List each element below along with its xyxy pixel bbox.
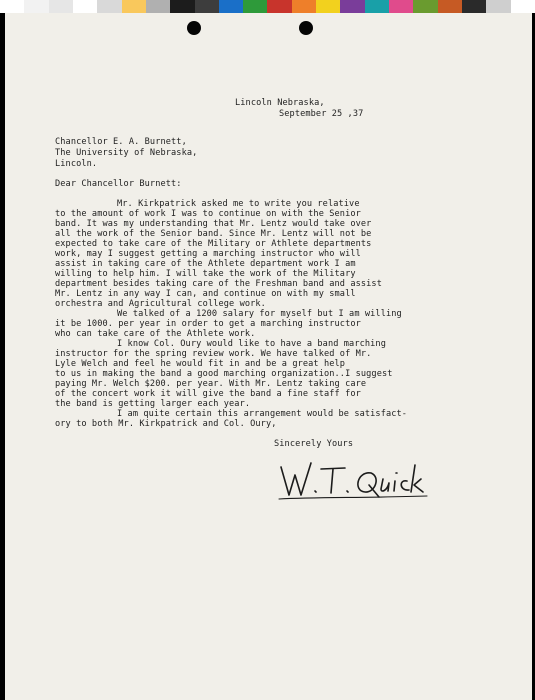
swatch-6 [122, 0, 146, 13]
swatch-20 [462, 0, 486, 13]
recipient-line-2: The University of Nebraska, [55, 148, 198, 158]
swatch-5 [97, 0, 121, 13]
swatch-21 [486, 0, 510, 13]
body-line-1: Mr. Kirkpatrick asked me to write you relative [117, 199, 360, 209]
body-line-23: ory to both Mr. Kirkpatrick and Col. Oury, [55, 419, 277, 429]
body-line-10: Mr. Lentz in any way I can, and continue on with my small [55, 289, 356, 299]
swatch-7 [146, 0, 170, 13]
body-line-8: willing to help him. I will take the work of the Military [55, 269, 356, 279]
body-line-12: We talked of a 1200 salary for myself but I am willing [117, 309, 402, 319]
swatch-4 [73, 0, 97, 13]
swatch-22 [511, 0, 535, 13]
swatch-11 [243, 0, 267, 13]
body-line-6: work, may I suggest getting a marching instructor who will [55, 249, 361, 259]
body-line-3: band. It was my understanding that Mr. Lentz would take over [55, 219, 372, 229]
swatch-15 [340, 0, 364, 13]
body-line-20: of the concert work it will give the band a fine staff for [55, 389, 361, 399]
letter-place: Lincoln Nebraska, [235, 98, 325, 108]
body-line-11: orchestra and Agricultural college work. [55, 299, 266, 309]
body-line-22: I am quite certain this arrangement would be satisfact- [117, 409, 408, 419]
letter-text [5, 13, 532, 700]
closing: Sincerely Yours [274, 439, 354, 449]
swatch-13 [292, 0, 316, 13]
swatch-19 [438, 0, 462, 13]
signature-graphic [275, 459, 435, 507]
swatch-14 [316, 0, 340, 13]
swatch-2 [24, 0, 48, 13]
body-line-14: who can take care of the Athlete work. [55, 329, 256, 339]
recipient-line-1: Chancellor E. A. Burnett, [55, 137, 187, 147]
letter-date: September 25 ,37 [279, 109, 364, 119]
swatch-9 [195, 0, 219, 13]
swatch-12 [267, 0, 291, 13]
body-line-2: to the amount of work I was to continue on with the Senior [55, 209, 361, 219]
body-line-17: Lyle Welch and feel he would fit in and be a great help [55, 359, 346, 369]
swatch-10 [219, 0, 243, 13]
letter-paper [5, 13, 532, 700]
body-line-5: expected to take care of the Military or Athlete departments [55, 239, 372, 249]
color-calibration-bar [0, 0, 535, 13]
swatch-3 [49, 0, 73, 13]
swatch-17 [389, 0, 413, 13]
body-line-4: all the work of the Senior band. Since Mr. Lentz will not be [55, 229, 372, 239]
recipient-line-3: Lincoln. [55, 159, 98, 169]
swatch-1 [0, 0, 24, 13]
swatch-18 [413, 0, 437, 13]
body-line-16: instructor for the spring review work. We have talked of Mr. [55, 349, 372, 359]
body-line-19: paying Mr. Welch $200. per year. With Mr. Lentz taking care [55, 379, 367, 389]
body-line-21: the band is getting larger each year. [55, 399, 251, 409]
body-line-13: it be 1000. per year in order to get a marching instructor [55, 319, 361, 329]
handwritten-signature [275, 459, 435, 507]
swatch-8 [170, 0, 194, 13]
salutation: Dear Chancellor Burnett: [55, 179, 182, 189]
body-line-15: I know Col. Oury would like to have a band marching [117, 339, 386, 349]
swatch-16 [365, 0, 389, 13]
body-line-9: department besides taking care of the Freshman band and assist [55, 279, 382, 289]
body-line-7: assist in taking care of the Athlete department work I am [55, 259, 356, 269]
body-line-18: to us in making the band a good marching organization..I suggest [55, 369, 393, 379]
